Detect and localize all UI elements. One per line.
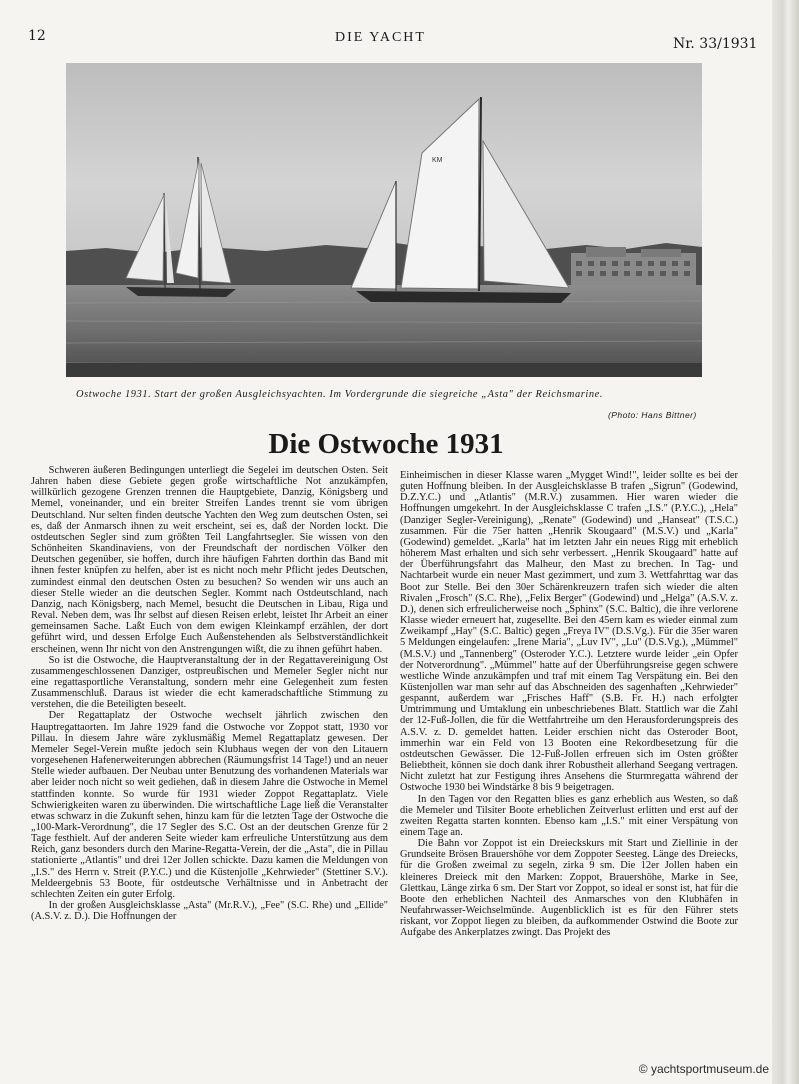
paragraph: In der großen Ausgleichsklasse „Asta" (Mr.R.V.), „Fee" (S.C. Rhe) und „Ellide" (A.S.V. z. D.). Die Hoffnungen der bbox=[31, 900, 388, 923]
paragraph: Einheimischen in dieser Klasse waren „Mygget Wind!", leider sollte es bei der guten Hoffnung bleiben. In der Ausgleichsklasse B trafen „Sigrun" (Godewind, D.Z.Y.C.) und „Atlantis" (M.R.V.) zusammen. Hier waren wieder die Hoffnungen umgekehrt. In der Ausgleichsklasse C trafen „I.S." (P.Y.C.), „Hela" (Danziger Segler-Vereinigung), „Renate" (Godewind) und „Hanseat" (T.S.C.) zusammen. Für die 75er hatten „Henrik Skougaard" (M.S.V.) und „Karla" (Godewind) gemeldet. „Karla" hat im letzten Jahr ein neues Rigg mit erheblich höherem Mast erhalten und sich sehr verbessert. „Henrik Skougaard" hatte auf der Überführungsfahrt das Malheur, den Mast zu brechen. In Tag- und Nachtarbeit wurde ein neuer Mast gezimmert, und zum 3. Wettfahrttag war das Boot zur Stelle. Bei den 30er Schärenkreuzern trafen sich wieder die alten Rivalen „Frosch" (S.C. Rhe), „Felix Berger" (Godewind) und „Helga" (A.S.V. z. D.), denen sich erfreulicherweise noch „Sphinx" (S.C. Baltic), die ihre verlorene Klasse wieder erneuert hat, zugesellte. Bei den 45ern kam es wieder einmal zum Zweikampf „Hay" (S.C. Baltic) gegen „Freya IV" (D.S.Vg.). Für die 35er waren 5 Meldungen eingelaufen: „Irene Maria", „Luv IV", „Lu" (D.S.Vg.), „Mümmel" (M.S.V.) und „Tannenberg" (Osteroder Y.C.). Letztere wurde leider „ein Opfer der Notverordnung". „Mümmel" hatte auf der Überführungsreise gegen schwere westliche Winde anzukämpfen und traf mit einem Tag Verspätung ein. Bei den Küstenjollen war man sehr auf das Abschneiden des sagenhaften „Kehrwieder" gespannt, außerdem war „Frisches Haff" (S.B. Fr. H.) nach erfolgter Umtrimmung und Umtaklung ein unbeschriebenes Blatt. Stattlich war die Zahl der 12-Fuß-Jollen, die für die Wettfahrtreihe um den Herausforderungspreis des A.S.V. z. D. gemeldet hatten. Leider erschien nicht das Osteroder Boot, immerhin war ein Feld von 13 Booten eine Rekordbesetzung für die ostdeutschen Gewässer. Die 12-Fuß-Jollen erfreuen sich im Osten größter Beliebtheit, können sie doch dank ihrer Robustheit allerhand Seegang vertragen. Nicht zuletzt hat zur Festigung ihres Ansehens die Sturmregatta während der Ostwoche 1930 bei Windstärke 8 bis 9 beigetragen. bbox=[400, 470, 738, 794]
watermark: © yachtsportmuseum.de bbox=[638, 1062, 769, 1076]
page-header bbox=[0, 28, 772, 50]
regatta-photo bbox=[66, 63, 702, 377]
paragraph: In den Tagen vor den Regatten blies es ganz erheblich aus Westen, so daß die Memeler und Tilsiter Boote erheblichen Zeitverlust erlitten und erst auf der zweiten Regatta starten konnten. Ebenso kam „I.S." mit einer Verspätung von einem Tage an. bbox=[400, 793, 738, 838]
paragraph: Schweren äußeren Bedingungen unterliegt die Segelei im deutschen Osten. Seit Jahren haben diese Gebiete gegen große wirtschaftliche Not anzukämpfen, willkürlich gezogene Grenzen trennen die Hauptgebiete, Danzig, Königsberg und Memel, voneinander, und ein breiter Streifen Landes trennt sie vom übrigen Deutschland. Nur selten finden deutsche Yachten den Weg zum deutschen Osten, sei es, daß der Anmarsch ihnen zu weit erscheint, sei es, daß der Norden lockt. Die ostdeutschen Segler sind zum größten Teil Langfahrtsegler. Sie wissen von den Schönheiten Skandinaviens, von der Freundschaft der nordischen Völker den Deutschen gegenüber, sie hoffen, durch ihre häufigen Fahrten dorthin das Band mit ihnen fester knüpfen zu helfen, aber ist es nicht noch mehr Pflicht jedes Deutschen, zumindest einmal den deutschen Osten zu besuchen? So wenden wir uns auch an dieser Stelle wieder an die deutschen Segler. Kommt nach Ostdeutschland, nach Danzig, nach Königsberg, nach Memel, besucht die Deutschen in Libau, Riga und Reval. Neben dem, was Ihr selbst auf diesen Reisen erlebt, leistet Ihr Arbeit an einer gemeinsamen Sache. Laßt Euch von dem ewigen Kleinkampf erzählen, der dort geführt wird, und dessen Erfolge Euch Außenstehenden als Selbstverständlichkeit erscheinen, wenn Ihr nicht von den Anstrengungen wißt, die zu ihnen geführt haben. bbox=[31, 465, 388, 655]
paragraph: Die Bahn vor Zoppot ist ein Dreieckskurs mit Start und Ziellinie in der Grundseite Brösen Brauershöhe vor dem Zoppoter Seesteg. Länge des Dreiecks, für die Großen zweimal zu segeln, zirka 9 sm. Die 12er Jollen haben ein kleineres Dreieck mit den Marken: Zoppot, Brauershöhe, Marke in See, Glettkau, Länge zirka 6 sm. Der Start vor Zoppot, so ideal er sonst ist, hat für die Boote den erheblichen Nachteil des Anmarsches von den Klubhäfen in Neufahrwasser-Weichselmünde. Augenblicklich ist es für den Führer stets riskant, vor Zoppot liegen zu bleiben, da aufkommender Ostwind die Boote zur Aufgabe des Ankerplatzes zwingt. Das Projekt des bbox=[400, 838, 738, 939]
page-binding-edge bbox=[772, 0, 799, 1084]
sail-number: KM bbox=[432, 157, 443, 164]
article-left-column bbox=[31, 465, 388, 922]
journal-title: DIE YACHT bbox=[335, 30, 426, 45]
article-right-column bbox=[400, 470, 738, 939]
article-title: Die Ostwoche 1931 bbox=[268, 428, 504, 460]
photo-caption: Ostwoche 1931. Start der großen Ausgleichsyachten. Im Vordergrunde die siegreiche „Asta" der Reichsmarine. bbox=[76, 389, 604, 400]
page-number: 12 bbox=[28, 28, 46, 44]
photo-credit: (Photo: Hans Bittner) bbox=[608, 410, 697, 420]
paragraph: Der Regattaplatz der Ostwoche wechselt jährlich zwischen den Hauptregattaorten. Im Jahre 1929 fand die Ostwoche vor Zoppot statt, 1930 vor Pillau. In diesem Jahre wäre zyklusmäßig Memel Regattaplatz gewesen. Der Memeler Segel-Verein mußte jedoch sein Klubhaus wegen der von den Litauern vorgesehenen Hafenerweiterungen abbrechen (Räumungsfrist 14 Tage!) und an neuer Stelle wieder aufbauen. Der Neubau unter Benutzung des vorhandenen Materials war aber leider noch nicht so weit gediehen, daß in diesem Jahre die Ostwoche in Memel stattfinden konnte. So wurde für 1931 wieder Zoppot Regattaplatz. Viele Schwierigkeiten waren zu überwinden. Die wirtschaftliche Lage ließ die Veranstalter etwas schwarz in die Zukunft sehen, hinzu kam für die letzten Tage der Ostwoche die „100-Mark-Verordnung", die 17 Segler des S.C. Ost an der deutschen Grenze für 2 Tage festhielt. Auf der anderen Seite wieder kam erfreuliche Unterstützung aus dem Reich, ganz besonders durch den Marine-Regatta-Verein, der die „Asta", die in Pillau stationierte „Atlantis" und drei 12er Jollen schickte. Dazu kamen die Meldungen von „I.S." des Herrn v. Streit (P.Y.C.) und die Küstenjolle „Kehrwieder" (Stettiner S.V.). Meldeergebnis 53 Boote, für ostdeutsche Verhältnisse und in Anbetracht der schlechten Zeiten ein guter Erfolg. bbox=[31, 710, 388, 900]
paragraph: So ist die Ostwoche, die Hauptveranstaltung der in der Regattavereinigung Ost zusammengeschlossenen Danziger, ostpreußischen und Memeler Segler nicht nur eine regattasportliche Veranstaltung, sondern mehr eine Gelegenheit zum festen Zusammenschluß. Daraus ist wieder die echt kameradschaftliche Stimmung zu verstehen, die die Beteiligten beseelt. bbox=[31, 654, 388, 711]
issue-number: Nr. 33/1931 bbox=[673, 36, 758, 52]
